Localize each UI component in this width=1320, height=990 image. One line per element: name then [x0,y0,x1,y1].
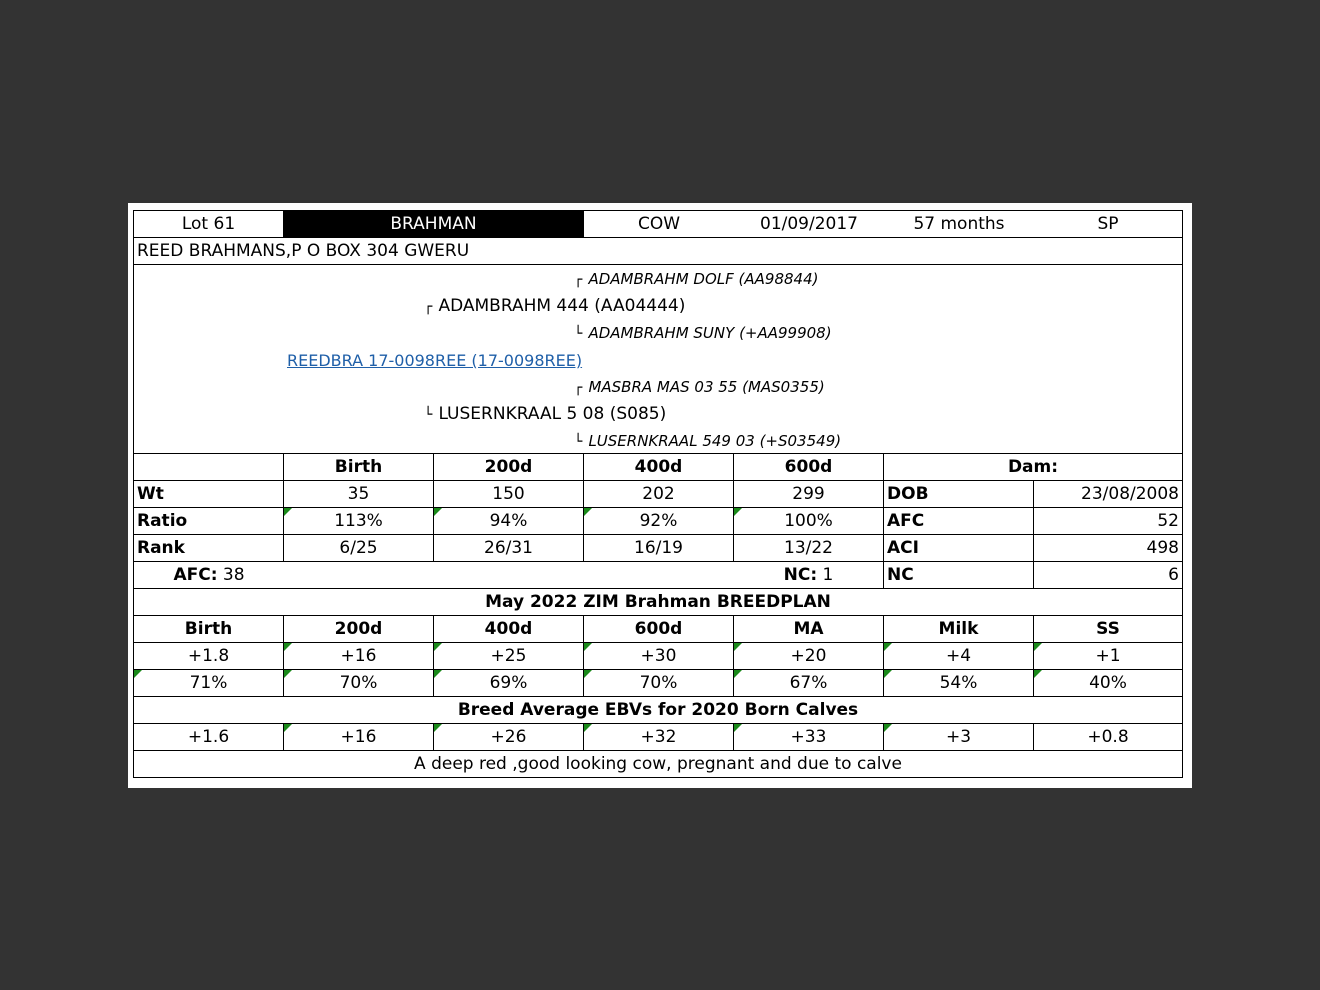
dam-key: AFC [884,508,1034,534]
ebv-header-400d: 400d [434,616,584,642]
ebv-header-ss: SS [1096,619,1120,639]
registration: SP [1097,214,1119,234]
ratio-birth[interactable]: 113% [284,508,434,534]
ebv-header-200d: 200d [284,616,434,642]
rank-200d: 26/31 [434,535,584,561]
dam-value: 498 [1146,538,1179,558]
ebv-title: May 2022 ZIM Brahman BREEDPLAN [485,592,831,612]
ebv-title-row [134,589,1182,616]
dam-key: NC [884,562,1034,588]
afc-nc-row [134,562,1182,589]
breeder-row [134,238,1182,265]
ebv-ss[interactable]: +1 [1034,643,1182,669]
acc-milk[interactable]: 54% [884,670,1034,696]
dam-key: DOB [884,481,1034,507]
ebv-header-birth: Birth [134,616,284,642]
ebv-birth: +1.8 [134,643,284,669]
dam-value: 23/08/2008 [1081,484,1179,504]
pedigree-dam-sire: ┌ MASBRA MAS 03 55 (MAS0355) [574,378,825,396]
blank-cell [134,454,284,480]
avg-400d[interactable]: +26 [434,724,584,750]
weight-birth: 35 [284,481,434,507]
rank-row [134,535,1182,562]
avg-birth: +1.6 [134,724,284,750]
ratio-row [134,508,1182,535]
dam-header: Dam: [1007,457,1059,477]
ebv-600d[interactable]: +30 [584,643,734,669]
comment-row [134,751,1182,777]
sex: COW [637,214,681,234]
breed: BRAHMAN [284,211,584,237]
pedigree [134,265,1182,454]
acc-ma[interactable]: 67% [734,670,884,696]
weight-200d: 150 [434,481,584,507]
age: 57 months [913,214,1005,234]
performance-header [134,454,1182,481]
lot-card [128,203,1192,788]
rank-600d: 13/22 [734,535,884,561]
nc [734,562,884,588]
ebv-milk[interactable]: +4 [884,643,1034,669]
ratio-400d[interactable]: 92% [584,508,734,534]
dam-value: 6 [1168,565,1179,585]
ebv-200d[interactable]: +16 [284,643,434,669]
acc-200d[interactable]: 70% [284,670,434,696]
pedigree-dam: └ LUSERNKRAAL 5 08 (S085) [424,404,667,424]
acc-600d[interactable]: 70% [584,670,734,696]
pedigree-sire-sire: ┌ ADAMBRAHM DOLF (AA98844) [574,270,819,288]
afc-label: AFC: [173,565,218,585]
avg-ma[interactable]: +33 [734,724,884,750]
ebv-header-ma: MA [734,616,884,642]
afc [134,562,284,588]
breeder-address: REED BRAHMANS,P O BOX 304 GWERU [137,241,470,261]
weight-600d: 299 [734,481,884,507]
avg-milk[interactable]: +3 [884,724,1034,750]
avg-ss: +0.8 [1087,727,1129,747]
nc-value: 1 [822,565,834,585]
perf-header-600d: 600d [734,454,884,480]
weight-row [134,481,1182,508]
pedigree-dam-dam: └ LUSERNKRAAL 549 03 (+S03549) [574,432,842,450]
ebv-400d[interactable]: +25 [434,643,584,669]
ebv-header-milk: Milk [884,616,1034,642]
perf-header-200d: 200d [434,454,584,480]
row-label: Rank [134,535,284,561]
ebv-header-row [134,616,1182,643]
animal-link[interactable]: REEDBRA 17-0098REE (17-0098REE) [287,351,583,370]
breed-avg-title-row [134,697,1182,724]
acc-birth[interactable]: 71% [134,670,284,696]
ebv-accuracy-row [134,670,1182,697]
dam-key: ACI [884,535,1034,561]
dam-value: 52 [1157,511,1179,531]
acc-400d[interactable]: 69% [434,670,584,696]
lot-table [133,210,1183,778]
ebv-ma[interactable]: +20 [734,643,884,669]
comment: A deep red ,good looking cow, pregnant and due to calve [414,754,902,774]
ebv-header-600d: 600d [584,616,734,642]
breed-avg-row [134,724,1182,751]
afc-value: 38 [222,565,245,585]
avg-200d[interactable]: +16 [284,724,434,750]
pedigree-sire: ┌ ADAMBRAHM 444 (AA04444) [424,296,686,316]
rank-birth: 6/25 [284,535,434,561]
row-label: Wt [134,481,284,507]
perf-header-birth: Birth [284,454,434,480]
ebv-values-row [134,643,1182,670]
acc-ss[interactable]: 40% [1034,670,1182,696]
header-row [134,211,1182,238]
row-label: Ratio [134,508,284,534]
avg-600d[interactable]: +32 [584,724,734,750]
ratio-200d[interactable]: 94% [434,508,584,534]
nc-label: NC: [783,565,818,585]
rank-400d: 16/19 [584,535,734,561]
weight-400d: 202 [584,481,734,507]
pedigree-sire-dam: └ ADAMBRAHM SUNY (+AA99908) [574,324,832,342]
perf-header-400d: 400d [584,454,734,480]
ratio-600d[interactable]: 100% [734,508,884,534]
breed-avg-title: Breed Average EBVs for 2020 Born Calves [457,700,859,720]
date-of-birth: 01/09/2017 [760,214,858,234]
lot-number: Lot 61 [134,211,284,237]
